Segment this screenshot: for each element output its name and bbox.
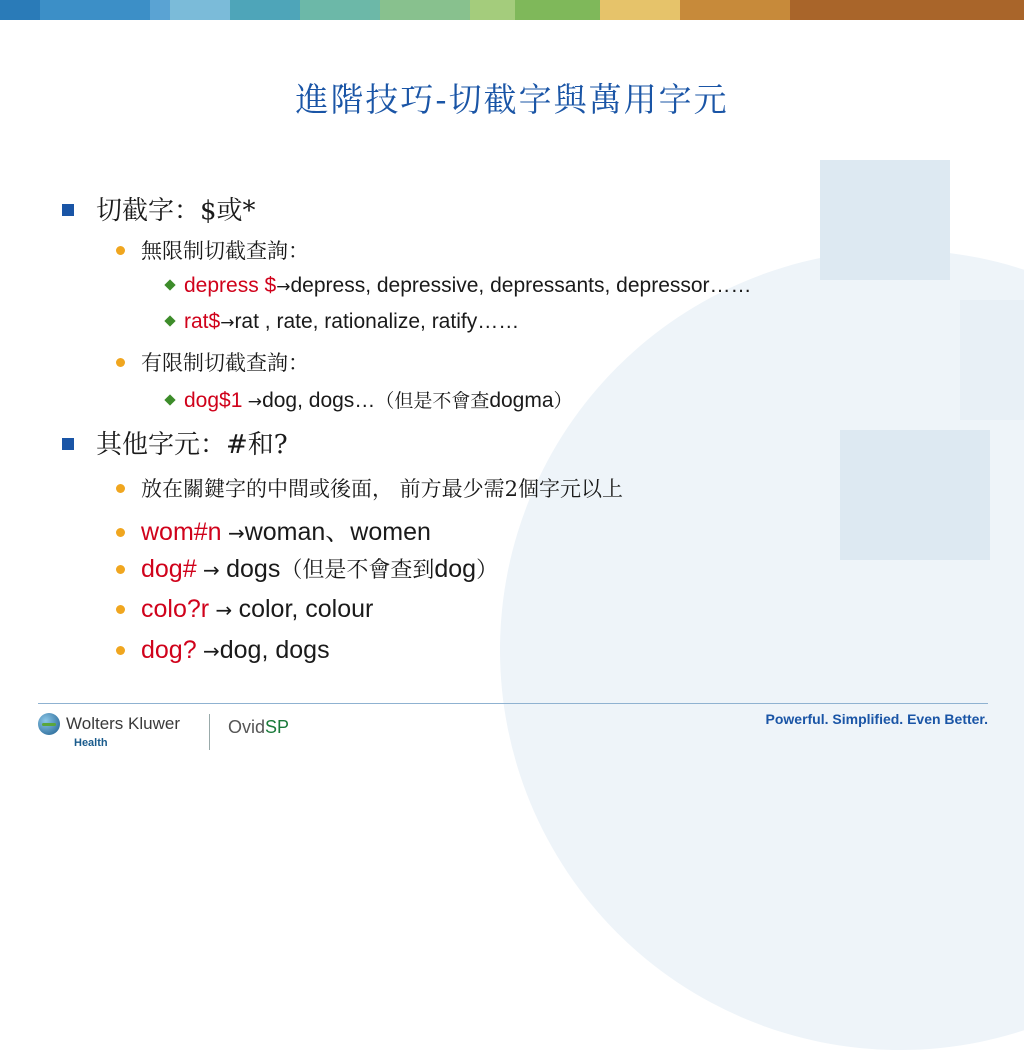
diamond-bullet-icon: [164, 394, 175, 405]
bullet-truncation: 切截字：$或*: [62, 190, 256, 227]
example-color: colo?r → color, colour: [116, 595, 373, 624]
globe-logo-icon: [38, 713, 60, 735]
dot-bullet-icon: [116, 246, 125, 255]
example-dog-hash: dog# → dogs（但是不會查到dog）: [116, 553, 498, 584]
example-dog-limited: dog$1 →dog, dogs…（但是不會查dogma）: [166, 386, 573, 413]
diamond-bullet-icon: [164, 279, 175, 290]
background-square: [820, 160, 950, 280]
bullet-wildcards: 其他字元：#和?: [62, 424, 288, 461]
dot-bullet-icon: [116, 646, 125, 655]
example-womn: wom#n →woman、women: [116, 512, 431, 548]
dot-bullet-icon: [116, 358, 125, 367]
ovidsp-logo: OvidSP: [228, 717, 290, 737]
example-depress: depress $→depress, depressive, depressants, depressor……: [166, 274, 752, 298]
dot-bullet-icon: [116, 528, 125, 537]
example-rat: rat$→rat , rate, rationalize, ratify……: [166, 310, 519, 334]
dot-bullet-icon: [116, 565, 125, 574]
example-dog-question: dog? →dog, dogs: [116, 636, 330, 665]
dot-bullet-icon: [116, 605, 125, 614]
brand-name: Wolters Kluwer: [66, 714, 180, 733]
logo-divider: [209, 714, 210, 750]
dot-bullet-icon: [116, 484, 125, 493]
wolters-kluwer-logo: [38, 713, 180, 749]
slide-title: 進階技巧-切截字與萬用字元: [295, 80, 729, 119]
bullet-unlimited-truncation: 無限制切截查詢：: [116, 235, 309, 265]
footer-divider: [38, 703, 988, 704]
background-square: [840, 430, 990, 560]
top-banner: [0, 0, 1024, 20]
square-bullet-icon: [62, 204, 74, 216]
background-watermark-arc: [500, 250, 1024, 1050]
bullet-wildcard-rule: 放在關鍵字的中間或後面， 前方最少需2個字元以上: [116, 473, 623, 503]
square-bullet-icon: [62, 438, 74, 450]
background-square: [960, 300, 1024, 420]
bullet-limited-truncation: 有限制切截查詢：: [116, 347, 309, 377]
brand-subtitle: Health: [74, 737, 108, 749]
diamond-bullet-icon: [164, 315, 175, 326]
footer-tagline: Powerful. Simplified. Even Better.: [765, 711, 988, 727]
